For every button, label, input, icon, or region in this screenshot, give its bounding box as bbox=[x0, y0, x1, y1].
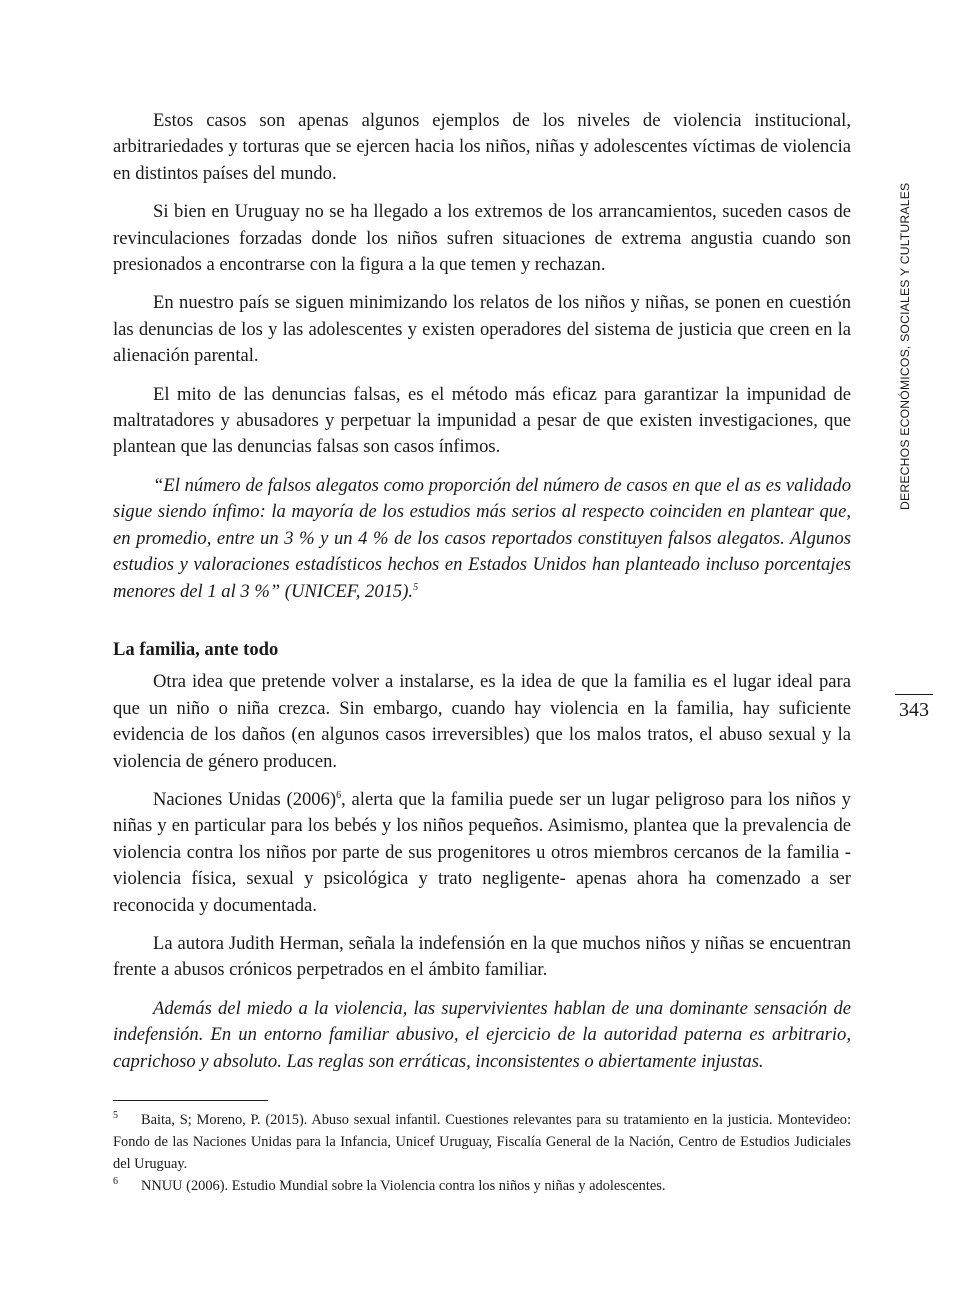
footnote-divider bbox=[113, 1100, 268, 1101]
section-paragraph-1: Otra idea que pretende volver a instalarse, es la idea de que la familia es el lugar ideal para que un niño o niña crezca. Sin embargo, cuando hay violencia en la familia, hay suficiente evidencia de los daños (en algunos casos irreversibles) que los malos tratos, el abuso sexual y la violencia de género producen. bbox=[113, 671, 851, 772]
section-paragraph-2-rest: , alerta que la familia puede ser un lugar peligroso para los niños y niñas y en particular para los bebés y los niños pequeños. Asimismo, plantea que la prevalencia de violencia contra los niños por parte de sus progenitores u otros miembros cercanos de la familia -violencia física, sexual y psicológica y trato negligente- apenas ahora ha comenzado a ser reconocida y documentada. bbox=[113, 788, 851, 916]
paragraph-1: Estos casos son apenas algunos ejemplos de los niveles de violencia institucional, arbitrariedades y torturas que se ejercen hacia los niños, niñas y adolescentes víctimas de violencia en distintos países del mundo. bbox=[113, 110, 851, 184]
footnote-5-text: Baita, S; Moreno, P. (2015). Abuso sexual infantil. Cuestiones relevantes para su tratamiento en la justicia. Montevideo: Fondo de las Naciones Unidas para la Infancia, Unicef Uruguay, Fiscalía General de la Nación, Centro de Estudios Judiciales del Uruguay. bbox=[113, 1112, 851, 1172]
main-text bbox=[113, 108, 851, 1087]
footnotes bbox=[113, 1100, 851, 1197]
section-paragraph-2-lead: Naciones Unidas (2006) bbox=[153, 788, 337, 810]
footnote-ref-5[interactable]: 5 bbox=[413, 581, 419, 593]
running-side-title: DERECHOS ECONÓMICOS, SOCIALES Y CULTURALES bbox=[898, 182, 912, 510]
block-quote-2: Además del miedo a la violencia, las supervivientes hablan de una dominante sensación de indefensión. En un entorno familiar abusivo, el ejercicio de la autoridad paterna es arbitrario, caprichoso y absoluto. Las reglas son erráticas, inconsistentes o abiertamente injustas. bbox=[113, 997, 851, 1072]
block-quote-1 bbox=[113, 473, 851, 605]
section-paragraph-3: La autora Judith Herman, señala la indefensión en la que muchos niños y niñas se encuentran frente a abusos crónicos perpetrados en el ámbito familiar. bbox=[113, 932, 851, 981]
footnote-6-text: NNUU (2006). Estudio Mundial sobre la Violencia contra los niños y niñas y adolescentes. bbox=[141, 1178, 666, 1194]
footnote-5: 5 Baita, S; Moreno, P. (2015). Abuso sexual infantil. Cuestiones relevantes para su tratamiento en la justicia. Montevideo: Fondo de las Naciones Unidas para la Infancia, Unicef Uruguay, Fiscalía General de la Nación, Centro de Estudios Judiciales del Uruguay. bbox=[113, 1110, 851, 1172]
quote-1-text: “El número de falsos alegatos como proporción del número de casos en que el as es validado sigue siendo ínfimo: la mayoría de los estudios más serios al respecto coinciden en plantear que, en promedio, entre un 3 % y un 4 % de los casos reportados constituyen falsos alegatos. Algunos estudios y valoraciones estadísticos hechos en Estados Unidos han planteado incluso porcentajes menores del 1 al 3 %” (UNICEF, 2015). bbox=[113, 474, 851, 602]
page-number: 343 bbox=[895, 694, 933, 722]
section-paragraph-2 bbox=[113, 787, 851, 919]
section-heading: La familia, ante todo bbox=[113, 638, 279, 660]
paragraph-3: En nuestro país se siguen minimizando los relatos de los niños y niñas, se ponen en cuestión las denuncias de los y las adolescentes y existen operadores del sistema de justicia que creen en la alienación parental. bbox=[113, 292, 851, 367]
footnote-ref-6[interactable]: 6 bbox=[336, 789, 342, 801]
footnote-6: 6 NNUU (2006). Estudio Mundial sobre la Violencia contra los niños y niñas y adolescentes. bbox=[113, 1176, 666, 1194]
paragraph-2: Si bien en Uruguay no se ha llegado a los extremos de los arrancamientos, suceden casos de revinculaciones forzadas donde los niños sufren situaciones de extrema angustia cuando son presionados a encontrarse con la figura a la que temen y rechazan. bbox=[113, 201, 851, 276]
paragraph-4: El mito de las denuncias falsas, es el método más eficaz para garantizar la impunidad de maltratadores y abusadores y perpetuar la impunidad a pesar de que existen investigaciones, que plantean que las denuncias falsas son casos ínfimos. bbox=[113, 383, 851, 458]
